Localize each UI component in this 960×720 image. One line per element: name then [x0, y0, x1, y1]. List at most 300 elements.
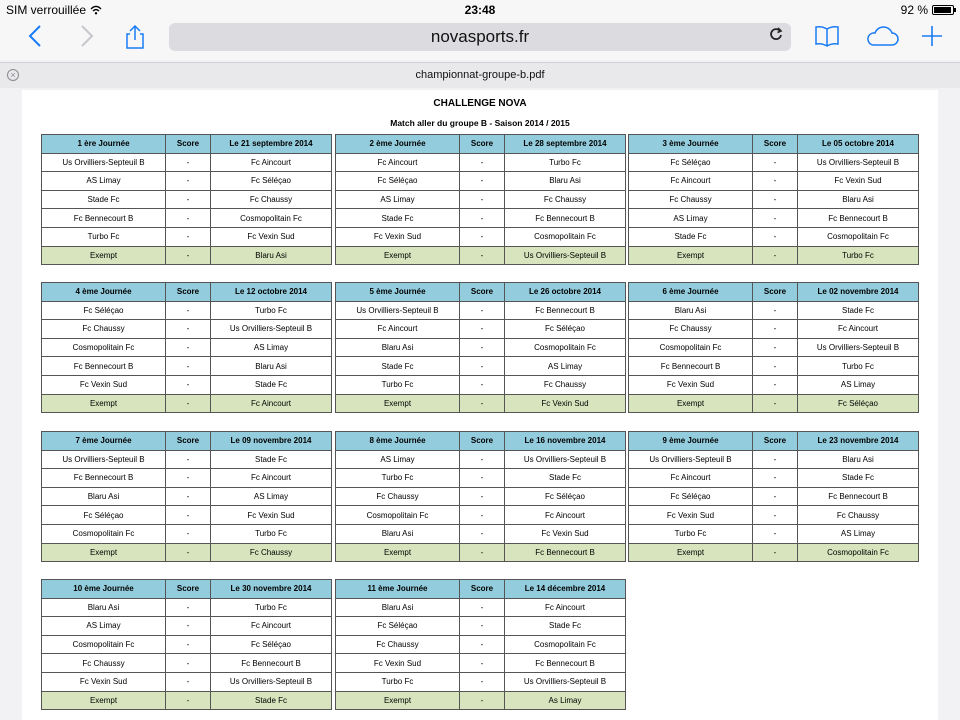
away-team: Turbo Fc	[798, 246, 919, 265]
score-cell: -	[753, 375, 798, 394]
score-cell: -	[460, 691, 505, 710]
match-row	[42, 598, 332, 617]
away-team: Stade Fc	[211, 450, 332, 469]
match-row	[336, 524, 626, 543]
away-team: Cosmopolitain Fc	[798, 543, 919, 562]
score-header: Score	[166, 580, 211, 599]
match-row	[336, 172, 626, 191]
round-table	[335, 282, 626, 413]
match-row	[336, 338, 626, 357]
away-team: Fc Aincourt	[505, 506, 626, 525]
away-team: Fc Séléçao	[798, 394, 919, 413]
away-team: Fc Chaussy	[211, 543, 332, 562]
away-team: Fc Séléçao	[505, 487, 626, 506]
score-header: Score	[753, 283, 798, 302]
round-title: 10 ème Journée	[42, 580, 166, 599]
round-date: Le 26 octobre 2014	[505, 283, 626, 302]
away-team: Cosmopolitain Fc	[505, 338, 626, 357]
score-cell: -	[753, 172, 798, 191]
away-team: Turbo Fc	[211, 301, 332, 320]
home-team: AS Limay	[336, 190, 460, 209]
score-cell: -	[460, 338, 505, 357]
score-cell: -	[166, 172, 211, 191]
away-team: Cosmopolitain Fc	[798, 227, 919, 246]
match-row	[629, 524, 919, 543]
document-subtitle: Match aller du groupe B - Saison 2014 / 2015	[390, 118, 570, 128]
score-header: Score	[460, 432, 505, 451]
match-row	[42, 524, 332, 543]
score-header: Score	[166, 432, 211, 451]
match-row	[42, 450, 332, 469]
match-row	[629, 227, 919, 246]
match-row	[42, 338, 332, 357]
home-team: Fc Chaussy	[629, 320, 753, 339]
score-header: Score	[753, 432, 798, 451]
score-cell: -	[166, 320, 211, 339]
round-date: Le 02 novembre 2014	[798, 283, 919, 302]
score-cell: -	[753, 543, 798, 562]
score-cell: -	[166, 543, 211, 562]
home-team: Fc Séléçao	[42, 301, 166, 320]
away-team: Blaru Asi	[211, 357, 332, 376]
score-cell: -	[166, 487, 211, 506]
away-team: AS Limay	[211, 487, 332, 506]
round-date: Le 23 novembre 2014	[798, 432, 919, 451]
address-bar[interactable]	[169, 23, 791, 51]
away-team: Stade Fc	[211, 691, 332, 710]
match-row	[629, 469, 919, 488]
home-team: Fc Séléçao	[629, 153, 753, 172]
match-row	[336, 543, 626, 562]
score-cell: -	[753, 450, 798, 469]
round-table	[628, 134, 919, 265]
match-row	[336, 450, 626, 469]
home-team: Exempt	[336, 691, 460, 710]
away-team: As Limay	[505, 691, 626, 710]
score-cell: -	[166, 227, 211, 246]
score-cell: -	[460, 227, 505, 246]
home-team: Us Orvilliers-Septeuil B	[336, 301, 460, 320]
away-team: Cosmopolitain Fc	[505, 227, 626, 246]
match-row	[42, 635, 332, 654]
home-team: Blaru Asi	[336, 598, 460, 617]
match-row	[42, 320, 332, 339]
chevron-left-icon	[28, 24, 42, 48]
match-row	[42, 375, 332, 394]
tab-bar	[0, 62, 960, 88]
score-cell: -	[460, 635, 505, 654]
match-row	[629, 506, 919, 525]
match-row	[42, 543, 332, 562]
score-cell: -	[460, 450, 505, 469]
score-cell: -	[753, 394, 798, 413]
away-team: Blaru Asi	[798, 190, 919, 209]
score-cell: -	[460, 375, 505, 394]
round-date: Le 05 octobre 2014	[798, 135, 919, 154]
home-team: Fc Vexin Sud	[629, 375, 753, 394]
match-row	[629, 190, 919, 209]
browser-toolbar	[0, 20, 960, 60]
away-team: Stade Fc	[505, 469, 626, 488]
away-team: Cosmopolitain Fc	[211, 209, 332, 228]
match-row	[336, 246, 626, 265]
match-row	[42, 469, 332, 488]
home-team: Turbo Fc	[336, 672, 460, 691]
home-team: Exempt	[336, 543, 460, 562]
away-team: Turbo Fc	[211, 598, 332, 617]
away-team: AS Limay	[798, 375, 919, 394]
match-row	[336, 691, 626, 710]
score-cell: -	[166, 394, 211, 413]
match-row	[629, 487, 919, 506]
score-cell: -	[460, 617, 505, 636]
away-team: Us Orvilliers-Septeuil B	[505, 450, 626, 469]
home-team: Turbo Fc	[629, 524, 753, 543]
away-team: Fc Séléçao	[211, 172, 332, 191]
home-team: Fc Aincourt	[629, 469, 753, 488]
home-team: Turbo Fc	[42, 227, 166, 246]
away-team: Stade Fc	[211, 375, 332, 394]
away-team: Fc Séléçao	[505, 320, 626, 339]
score-cell: -	[166, 190, 211, 209]
round-header	[629, 135, 919, 154]
home-team: Fc Séléçao	[336, 172, 460, 191]
home-team: Stade Fc	[629, 227, 753, 246]
round-title: 3 ème Journée	[629, 135, 753, 154]
home-team: Cosmopolitain Fc	[629, 338, 753, 357]
round-date: Le 16 novembre 2014	[505, 432, 626, 451]
round-title: 9 ème Journée	[629, 432, 753, 451]
away-team: AS Limay	[505, 357, 626, 376]
home-team: Cosmopolitain Fc	[42, 524, 166, 543]
away-team: Fc Vexin Sud	[505, 524, 626, 543]
match-row	[42, 172, 332, 191]
away-team: Us Orvilliers-Septeuil B	[211, 672, 332, 691]
round-table	[628, 431, 919, 562]
home-team: Fc Bennecourt B	[42, 209, 166, 228]
round-title: 7 ème Journée	[42, 432, 166, 451]
carrier-label: SIM verrouillée	[6, 3, 87, 17]
forward-button[interactable]	[72, 24, 102, 54]
tab-title: championnat-groupe-b.pdf	[415, 69, 545, 81]
home-team: Fc Chaussy	[42, 654, 166, 673]
score-header: Score	[460, 135, 505, 154]
round-date: Le 12 octobre 2014	[211, 283, 332, 302]
round-table	[41, 134, 332, 265]
away-team: Fc Bennecourt B	[211, 654, 332, 673]
score-cell: -	[460, 172, 505, 191]
round-table	[41, 579, 332, 710]
battery-status	[901, 3, 954, 17]
match-row	[629, 375, 919, 394]
score-cell: -	[166, 654, 211, 673]
battery-percent: 92 %	[900, 3, 928, 17]
round-header	[42, 432, 332, 451]
back-button[interactable]	[20, 24, 50, 54]
score-cell: -	[460, 543, 505, 562]
match-row	[42, 617, 332, 636]
home-team: AS Limay	[336, 450, 460, 469]
score-cell: -	[460, 190, 505, 209]
home-team: Fc Vexin Sud	[336, 654, 460, 673]
away-team: Fc Bennecourt B	[505, 209, 626, 228]
away-team: Fc Aincourt	[798, 320, 919, 339]
match-row	[42, 394, 332, 413]
score-header: Score	[166, 283, 211, 302]
home-team: Stade Fc	[336, 357, 460, 376]
score-cell: -	[460, 487, 505, 506]
round-table	[628, 282, 919, 413]
icloud-tabs-button[interactable]	[862, 24, 902, 54]
away-team: Fc Chaussy	[798, 506, 919, 525]
score-cell: -	[460, 246, 505, 265]
home-team: Us Orvilliers-Septeuil B	[629, 450, 753, 469]
share-icon	[124, 24, 146, 50]
score-cell: -	[753, 357, 798, 376]
round-date: Le 30 novembre 2014	[211, 580, 332, 599]
battery-fill	[934, 7, 951, 13]
away-team: Blaru Asi	[211, 246, 332, 265]
score-cell: -	[460, 654, 505, 673]
match-row	[42, 209, 332, 228]
match-row	[42, 153, 332, 172]
score-cell: -	[753, 246, 798, 265]
away-team: Stade Fc	[798, 469, 919, 488]
match-row	[336, 598, 626, 617]
match-row	[336, 301, 626, 320]
home-team: Exempt	[629, 246, 753, 265]
home-team: Blaru Asi	[42, 487, 166, 506]
score-cell: -	[460, 394, 505, 413]
away-team: Fc Vexin Sud	[505, 394, 626, 413]
score-cell: -	[753, 524, 798, 543]
score-cell: -	[166, 598, 211, 617]
away-team: AS Limay	[211, 338, 332, 357]
match-row	[629, 357, 919, 376]
status-bar	[0, 0, 960, 20]
match-row	[629, 543, 919, 562]
away-team: Cosmopolitain Fc	[505, 635, 626, 654]
home-team: Fc Chaussy	[42, 320, 166, 339]
match-row	[336, 190, 626, 209]
score-cell: -	[166, 209, 211, 228]
score-cell: -	[460, 524, 505, 543]
round-date: Le 21 septembre 2014	[211, 135, 332, 154]
round-title: 11 ème Journée	[336, 580, 460, 599]
away-team: Fc Vexin Sud	[211, 227, 332, 246]
score-cell: -	[753, 190, 798, 209]
score-cell: -	[166, 469, 211, 488]
away-team: Fc Chaussy	[505, 375, 626, 394]
bookmarks-button[interactable]	[812, 24, 842, 54]
round-date: Le 28 septembre 2014	[505, 135, 626, 154]
score-cell: -	[460, 506, 505, 525]
match-row	[42, 691, 332, 710]
share-button[interactable]	[120, 24, 150, 54]
home-team: Us Orvilliers-Septeuil B	[42, 450, 166, 469]
new-tab-button[interactable]	[917, 24, 947, 54]
round-header	[336, 432, 626, 451]
round-header	[42, 283, 332, 302]
home-team: Fc Chaussy	[336, 487, 460, 506]
cloud-icon	[865, 25, 899, 47]
round-title: 2 ème Journée	[336, 135, 460, 154]
reload-icon	[769, 27, 783, 41]
score-cell: -	[753, 153, 798, 172]
away-team: Fc Vexin Sud	[798, 172, 919, 191]
away-team: Fc Bennecourt B	[505, 301, 626, 320]
home-team: Fc Séléçao	[629, 487, 753, 506]
score-cell: -	[460, 320, 505, 339]
score-cell: -	[166, 506, 211, 525]
home-team: Turbo Fc	[336, 375, 460, 394]
match-row	[629, 394, 919, 413]
score-cell: -	[166, 450, 211, 469]
away-team: Fc Vexin Sud	[211, 506, 332, 525]
home-team: Exempt	[629, 543, 753, 562]
home-team: AS Limay	[42, 617, 166, 636]
match-row	[629, 338, 919, 357]
match-row	[42, 487, 332, 506]
match-row	[629, 209, 919, 228]
home-team: Fc Aincourt	[336, 153, 460, 172]
match-row	[336, 394, 626, 413]
book-icon	[814, 25, 840, 47]
score-cell: -	[753, 469, 798, 488]
home-team: Fc Vexin Sud	[42, 672, 166, 691]
reload-button[interactable]	[769, 23, 783, 51]
match-row	[336, 654, 626, 673]
plus-icon	[921, 25, 943, 47]
round-header	[629, 432, 919, 451]
away-team: Turbo Fc	[505, 153, 626, 172]
away-team: Turbo Fc	[211, 524, 332, 543]
away-team: Stade Fc	[505, 617, 626, 636]
match-row	[336, 357, 626, 376]
match-row	[336, 635, 626, 654]
score-header: Score	[166, 135, 211, 154]
home-team: Exempt	[42, 394, 166, 413]
away-team: Us Orvilliers-Septeuil B	[505, 246, 626, 265]
score-cell: -	[753, 338, 798, 357]
home-team: Cosmopolitain Fc	[42, 338, 166, 357]
home-team: Exempt	[42, 691, 166, 710]
home-team: Stade Fc	[336, 209, 460, 228]
round-title: 1 ère Journée	[42, 135, 166, 154]
score-cell: -	[460, 672, 505, 691]
score-header: Score	[460, 283, 505, 302]
pdf-document	[22, 90, 938, 720]
score-cell: -	[166, 153, 211, 172]
away-team: Fc Bennecourt B	[505, 543, 626, 562]
home-team: Cosmopolitain Fc	[336, 506, 460, 525]
match-row	[629, 246, 919, 265]
home-team: Fc Aincourt	[336, 320, 460, 339]
away-team: AS Limay	[798, 524, 919, 543]
url-text: novasports.fr	[430, 27, 530, 46]
round-table	[41, 431, 332, 562]
round-title: 4 ème Journée	[42, 283, 166, 302]
match-row	[42, 190, 332, 209]
home-team: Fc Séléçao	[42, 506, 166, 525]
home-team: AS Limay	[629, 209, 753, 228]
score-cell: -	[753, 487, 798, 506]
score-cell: -	[166, 691, 211, 710]
away-team: Blaru Asi	[798, 450, 919, 469]
home-team: Exempt	[42, 543, 166, 562]
document-title: CHALLENGE NOVA	[433, 98, 527, 109]
score-cell: -	[166, 617, 211, 636]
away-team: Stade Fc	[798, 301, 919, 320]
round-title: 5 ème Journée	[336, 283, 460, 302]
score-cell: -	[460, 301, 505, 320]
round-header	[629, 283, 919, 302]
home-team: Us Orvilliers-Septeuil B	[42, 153, 166, 172]
match-row	[336, 375, 626, 394]
score-cell: -	[166, 338, 211, 357]
round-table	[335, 431, 626, 562]
match-row	[336, 227, 626, 246]
home-team: Blaru Asi	[336, 338, 460, 357]
home-team: Exempt	[336, 394, 460, 413]
score-cell: -	[166, 357, 211, 376]
match-row	[42, 672, 332, 691]
match-row	[336, 617, 626, 636]
score-cell: -	[460, 469, 505, 488]
score-cell: -	[460, 153, 505, 172]
away-team: Us Orvilliers-Septeuil B	[505, 672, 626, 691]
battery-icon	[932, 5, 954, 15]
score-header: Score	[460, 580, 505, 599]
home-team: Fc Bennecourt B	[629, 357, 753, 376]
away-team: Blaru Asi	[505, 172, 626, 191]
away-team: Fc Aincourt	[211, 469, 332, 488]
score-cell: -	[753, 209, 798, 228]
match-row	[42, 506, 332, 525]
close-icon: ×	[10, 70, 16, 80]
home-team: Stade Fc	[42, 190, 166, 209]
match-row	[629, 301, 919, 320]
home-team: Blaru Asi	[336, 524, 460, 543]
score-cell: -	[166, 672, 211, 691]
match-row	[336, 506, 626, 525]
away-team: Fc Chaussy	[211, 190, 332, 209]
score-cell: -	[753, 227, 798, 246]
clock: 23:48	[464, 3, 496, 17]
round-title: 8 ème Journée	[336, 432, 460, 451]
round-table	[335, 579, 626, 710]
away-team: Fc Chaussy	[505, 190, 626, 209]
home-team: Exempt	[336, 246, 460, 265]
away-team: Fc Bennecourt B	[798, 209, 919, 228]
round-header	[336, 283, 626, 302]
match-row	[629, 320, 919, 339]
away-team: Us Orvilliers-Septeuil B	[798, 153, 919, 172]
away-team: Turbo Fc	[798, 357, 919, 376]
away-team: Fc Bennecourt B	[505, 654, 626, 673]
match-row	[336, 209, 626, 228]
chevron-right-icon	[80, 24, 94, 48]
score-cell: -	[166, 635, 211, 654]
home-team: Fc Vexin Sud	[336, 227, 460, 246]
home-team: Fc Bennecourt B	[42, 469, 166, 488]
home-team: Fc Vexin Sud	[42, 375, 166, 394]
round-date: Le 14 décembre 2014	[505, 580, 626, 599]
score-cell: -	[166, 524, 211, 543]
home-team: Fc Bennecourt B	[42, 357, 166, 376]
score-cell: -	[460, 209, 505, 228]
home-team: Fc Aincourt	[629, 172, 753, 191]
